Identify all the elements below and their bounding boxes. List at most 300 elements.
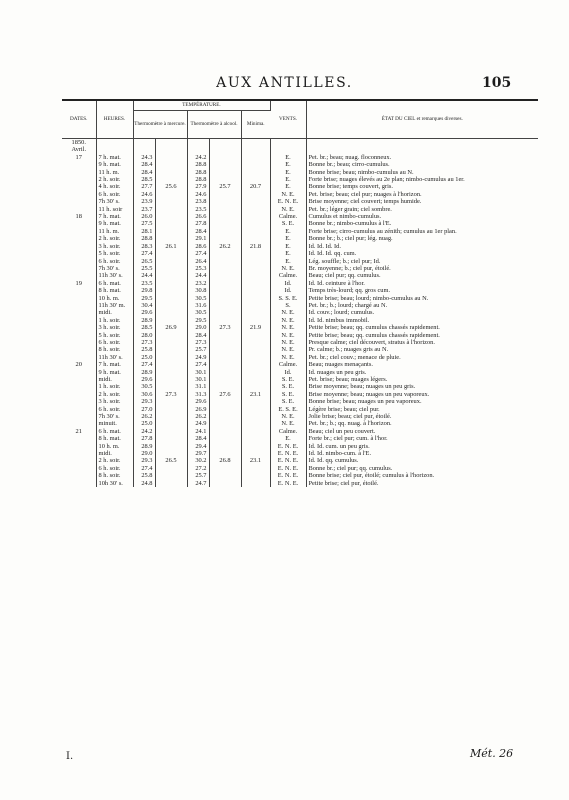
row-hour: 10 h. m. (96, 443, 133, 450)
row-alcool: 29.0 (187, 324, 209, 331)
row-alcool-average (209, 258, 241, 265)
row-mercure: 24.8 (133, 480, 155, 487)
row-alcool-average (209, 228, 241, 235)
row-etat (306, 139, 538, 147)
row-mercure: 27.8 (133, 435, 155, 442)
row-vent: N. E. (270, 413, 306, 420)
row-alcool: 24.9 (187, 420, 209, 427)
row-mercure-average (155, 361, 187, 368)
row-date (62, 309, 96, 316)
row-vent: Calme. (270, 213, 306, 220)
row-alcool: 24.2 (187, 154, 209, 161)
row-alcool-average (209, 213, 241, 220)
row-alcool-average (209, 146, 241, 153)
row-mercure-average: 26.5 (155, 457, 187, 464)
row-etat: Id. couv.; lourd; cumulus. (308, 309, 375, 317)
table-row (62, 465, 538, 472)
row-vent: Id. (270, 287, 306, 294)
row-alcool: 28.4 (187, 332, 209, 339)
row-mercure: 28.3 (133, 243, 155, 250)
row-hour: 6 h. soir. (96, 339, 133, 346)
row-mercure: 25.0 (133, 354, 155, 361)
row-mercure-average: 27.3 (155, 391, 187, 398)
table-row (62, 346, 538, 353)
row-etat: Forte br.; ciel pur; cum. à l'hor. (308, 435, 388, 443)
row-alcool-average (209, 339, 241, 346)
row-minima (241, 139, 270, 147)
row-mercure-average (155, 295, 187, 302)
table-row (62, 457, 538, 464)
row-minima (241, 287, 270, 294)
table-row (62, 420, 538, 427)
row-hour: 10 h. m. (96, 295, 133, 302)
table-row (62, 398, 538, 405)
table-row (62, 339, 538, 346)
row-date (62, 324, 96, 331)
row-minima (241, 154, 270, 161)
row-minima (241, 465, 270, 472)
row-mercure: 26.5 (133, 258, 155, 265)
row-hour (96, 139, 133, 147)
row-date: 18 (62, 213, 96, 220)
row-mercure: 29.3 (133, 398, 155, 405)
row-mercure-average (155, 480, 187, 487)
row-mercure-average (155, 220, 187, 227)
row-vent: N. E. (270, 324, 306, 331)
col-temperature: TEMPÉRATURE. (133, 100, 270, 111)
row-vent: E. N. E. (270, 443, 306, 450)
row-hour: 1 h. soir. (96, 317, 133, 324)
row-minima (241, 383, 270, 390)
row-vent (270, 139, 306, 147)
row-date: 20 (62, 361, 96, 368)
table-row (62, 213, 538, 220)
row-mercure: 26.0 (133, 213, 155, 220)
table-row (62, 235, 538, 242)
row-minima (241, 369, 270, 376)
row-date (62, 435, 96, 442)
row-vent: S. E. (270, 398, 306, 405)
row-hour: 8 h. mat. (96, 287, 133, 294)
row-vent: E. (270, 228, 306, 235)
row-etat: Légère brise; beau; ciel pur. (308, 405, 380, 413)
row-mercure: 29.3 (133, 457, 155, 464)
meteo-table (62, 99, 538, 487)
row-etat: Cumulus et nimbo-cumulus. (308, 213, 382, 221)
row-date (62, 420, 96, 427)
row-etat: Bonne brise; temps couvert, gris. (308, 183, 393, 191)
table-row (62, 287, 538, 294)
row-hour: 9 h. mat. (96, 161, 133, 168)
row-minima (241, 346, 270, 353)
row-alcool: 28.8 (187, 169, 209, 176)
table-row (62, 146, 538, 153)
row-date (62, 413, 96, 420)
row-minima (241, 406, 270, 413)
row-mercure: 29.5 (133, 295, 155, 302)
row-etat: Pet. br.; b.; lourd; chargé au N. (308, 301, 388, 309)
row-alcool: 24.7 (187, 480, 209, 487)
row-mercure-average (155, 428, 187, 435)
row-alcool-average (209, 443, 241, 450)
row-mercure-average (155, 383, 187, 390)
row-alcool: 24.4 (187, 272, 209, 279)
row-alcool: 24.9 (187, 354, 209, 361)
row-alcool: 27.9 (187, 183, 209, 190)
row-minima (241, 295, 270, 302)
table-row (62, 317, 538, 324)
row-alcool: 31.1 (187, 383, 209, 390)
row-date (62, 191, 96, 198)
row-mercure-average (155, 198, 187, 205)
row-alcool-average (209, 413, 241, 420)
row-mercure-average (155, 413, 187, 420)
row-etat: Id. Id. nimbo-cum. à l'E. (308, 450, 372, 458)
row-mercure-average (155, 258, 187, 265)
table-row (62, 191, 538, 198)
row-etat: Bonne brise; ciel pur, étoilé; cumulus à l'horizon. (308, 472, 435, 480)
row-alcool: 28.4 (187, 435, 209, 442)
row-mercure-average (155, 280, 187, 287)
row-date: 17 (62, 154, 96, 161)
row-etat: Beau; ciel pur; qq. cumulus. (308, 272, 381, 280)
row-mercure: 29.8 (133, 287, 155, 294)
row-alcool: 30.8 (187, 287, 209, 294)
row-hour: 6 h. soir. (96, 191, 133, 198)
table-row (62, 295, 538, 302)
row-vent: N. E. (270, 354, 306, 361)
table-row (62, 428, 538, 435)
row-etat (306, 146, 538, 153)
row-date: 19 (62, 280, 96, 287)
row-mercure-average (155, 161, 187, 168)
row-alcool-average (209, 206, 241, 213)
row-mercure: 26.2 (133, 413, 155, 420)
row-vent: N. E. (270, 265, 306, 272)
row-hour: 11h 30' m. (96, 302, 133, 309)
row-minima (241, 169, 270, 176)
row-vent: Id. (270, 369, 306, 376)
row-etat: Bonne brise; beau; nuages un peu vaporeux. (308, 398, 422, 406)
row-alcool: 30.5 (187, 295, 209, 302)
row-minima (241, 413, 270, 420)
row-vent: N. E. (270, 191, 306, 198)
row-alcool-average (209, 176, 241, 183)
row-minima (241, 339, 270, 346)
row-minima (241, 443, 270, 450)
row-alcool: 31.6 (187, 302, 209, 309)
row-hour: 7h 30' s. (96, 198, 133, 205)
row-date (62, 302, 96, 309)
row-mercure-average (155, 206, 187, 213)
sheet-reference: Mét. 26 (470, 747, 514, 760)
row-vent: E. N. E. (270, 472, 306, 479)
row-hour: 11 h. m. (96, 228, 133, 235)
table-row (62, 435, 538, 442)
row-mercure-average (155, 213, 187, 220)
row-hour (96, 146, 133, 153)
row-etat: Id. Id. cum. un peu gris. (308, 442, 370, 450)
row-alcool-average (209, 161, 241, 168)
row-hour: 6 h. soir. (96, 258, 133, 265)
col-thermo-alcool: Thermomètre à alcool. (187, 111, 241, 139)
row-mercure: 27.0 (133, 406, 155, 413)
row-mercure-average: 26.1 (155, 243, 187, 250)
row-date (62, 295, 96, 302)
row-etat: Temps très-lourd; qq. gros cum. (308, 287, 391, 295)
row-mercure: 28.5 (133, 176, 155, 183)
row-etat: Pet. brise; beau; nuages légers. (308, 376, 388, 383)
row-minima: 21.8 (241, 243, 270, 250)
row-alcool: 28.8 (187, 161, 209, 168)
row-mercure-average (155, 176, 187, 183)
table-row (62, 206, 538, 213)
row-mercure: 29.6 (133, 376, 155, 383)
row-etat: Bonne br.; nimbo-cumulus à l'E. (308, 220, 392, 228)
row-mercure: 28.0 (133, 332, 155, 339)
row-date (62, 332, 96, 339)
row-alcool: 27.8 (187, 220, 209, 227)
row-mercure: 30.6 (133, 391, 155, 398)
table-row (62, 169, 538, 176)
row-alcool-average (209, 309, 241, 316)
row-date (62, 243, 96, 250)
row-mercure: 30.5 (133, 383, 155, 390)
table-row (62, 302, 538, 309)
row-vent: Id. (270, 280, 306, 287)
row-date (62, 398, 96, 405)
row-alcool (187, 146, 209, 153)
page-title: AUX ANTILLES. (216, 75, 353, 91)
row-etat: Pr. calme; b.; nuages gris au N. (308, 346, 389, 354)
row-mercure-average (155, 154, 187, 161)
row-alcool: 28.6 (187, 243, 209, 250)
table-row (62, 258, 538, 265)
row-mercure-average (155, 406, 187, 413)
row-hour: 1 h. soir. (96, 383, 133, 390)
row-vent: E. N. E. (270, 198, 306, 205)
row-vent: Calme. (270, 272, 306, 279)
row-minima (241, 272, 270, 279)
row-vent: N. E. (270, 309, 306, 316)
row-alcool: 31.3 (187, 391, 209, 398)
row-minima (241, 420, 270, 427)
table-row (62, 220, 538, 227)
row-alcool-average (209, 383, 241, 390)
row-minima (241, 161, 270, 168)
row-etat: Forte brise; nuages élevés au 2e plan; nimbo-cumulus au 1er. (308, 176, 465, 184)
row-vent: E. N. E. (270, 457, 306, 464)
row-date (62, 465, 96, 472)
table-row (62, 376, 538, 383)
row-hour: 11 h. soir (96, 206, 133, 213)
row-mercure-average (155, 435, 187, 442)
row-hour: minuit. (96, 420, 133, 427)
row-hour: 7h 30' s. (96, 413, 133, 420)
row-mercure-average (155, 169, 187, 176)
row-date (62, 346, 96, 353)
row-minima (241, 450, 270, 457)
row-alcool-average (209, 332, 241, 339)
row-date (62, 376, 96, 383)
table-row (62, 361, 538, 368)
row-alcool: 23.2 (187, 280, 209, 287)
row-date (62, 406, 96, 413)
row-date (62, 383, 96, 390)
row-hour: 9 h. mat. (96, 369, 133, 376)
row-etat: Pet. br.; b.; qq. nuag. à l'horizon. (308, 420, 392, 428)
row-mercure-average (155, 339, 187, 346)
table-row (62, 161, 538, 168)
row-date (62, 457, 96, 464)
row-minima (241, 258, 270, 265)
row-hour: 2 h. soir. (96, 176, 133, 183)
row-etat: Brise moyenne; beau; nuages un peu vaporeux. (308, 390, 430, 398)
row-minima (241, 302, 270, 309)
table-row (62, 154, 538, 161)
row-alcool: 29.1 (187, 235, 209, 242)
row-mercure-average (155, 465, 187, 472)
row-date (62, 161, 96, 168)
row-hour: 8 h. mat. (96, 435, 133, 442)
row-mercure: 27.4 (133, 250, 155, 257)
row-hour: 7 h. mat. (96, 154, 133, 161)
table-row (62, 228, 538, 235)
row-vent: E. N. E. (270, 465, 306, 472)
row-mercure: 25.8 (133, 472, 155, 479)
row-vent: E. (270, 161, 306, 168)
row-hour: 3 h. soir. (96, 398, 133, 405)
table-row (62, 332, 538, 339)
row-etat: Id. nuages un peu gris. (308, 368, 367, 376)
row-minima: 21.9 (241, 324, 270, 331)
row-minima (241, 428, 270, 435)
row-alcool-average (209, 317, 241, 324)
row-date (62, 480, 96, 487)
table-row (62, 354, 538, 361)
row-alcool: 27.3 (187, 339, 209, 346)
row-etat: Bonne br.; beau; cirro-cumulus. (308, 161, 390, 169)
row-mercure: 30.4 (133, 302, 155, 309)
row-alcool: 29.4 (187, 443, 209, 450)
row-alcool-average (209, 361, 241, 368)
row-date (62, 265, 96, 272)
row-vent: E. (270, 258, 306, 265)
row-minima (241, 472, 270, 479)
row-alcool-average (209, 465, 241, 472)
row-hour: 2 h. soir. (96, 391, 133, 398)
row-date: Avril. (62, 146, 96, 153)
row-date (62, 228, 96, 235)
row-alcool: 26.4 (187, 258, 209, 265)
row-alcool: 30.1 (187, 369, 209, 376)
row-mercure: 28.4 (133, 169, 155, 176)
row-hour: 7 h. mat. (96, 213, 133, 220)
col-etat: ÉTAT DU CIEL et remarques diverses. (306, 100, 538, 139)
row-mercure: 24.3 (133, 154, 155, 161)
row-mercure: 23.7 (133, 206, 155, 213)
col-thermo-mercure: Thermomètre à mercure. (133, 111, 187, 139)
row-etat: Pet. br.; beau; nuag. floconneux. (308, 153, 392, 161)
row-alcool: 30.2 (187, 457, 209, 464)
table-body (62, 139, 538, 488)
row-alcool-average: 26.8 (209, 457, 241, 464)
table-row (62, 176, 538, 183)
row-hour: 11 h. m. (96, 169, 133, 176)
row-vent: E. (270, 235, 306, 242)
row-alcool-average (209, 302, 241, 309)
row-alcool: 25.7 (187, 346, 209, 353)
row-vent: N. E. (270, 332, 306, 339)
row-vent: E. S. E. (270, 406, 306, 413)
row-alcool-average (209, 354, 241, 361)
row-mercure: 28.5 (133, 324, 155, 331)
row-hour: 3 h. soir. (96, 324, 133, 331)
row-date (62, 369, 96, 376)
row-mercure-average: 26.9 (155, 324, 187, 331)
row-etat: Petite brise; ciel pur, étoilé. (308, 479, 379, 487)
row-alcool-average (209, 346, 241, 353)
row-date (62, 183, 96, 190)
table-row (62, 383, 538, 390)
row-mercure-average (155, 309, 187, 316)
row-vent: S. E. (270, 220, 306, 227)
row-etat: Petite brise; beau; lourd; nimbo-cumulus au N. (308, 294, 429, 302)
row-alcool: 25.3 (187, 265, 209, 272)
row-vent: E. N. E. (270, 450, 306, 457)
row-alcool: 26.9 (187, 406, 209, 413)
row-alcool-average (209, 139, 241, 147)
row-alcool-average (209, 265, 241, 272)
row-etat: Lég. souffle; b.; ciel pur; Id. (308, 257, 381, 265)
row-mercure-average (155, 420, 187, 427)
row-alcool (187, 139, 209, 147)
row-mercure-average (155, 265, 187, 272)
row-mercure-average (155, 317, 187, 324)
row-minima (241, 435, 270, 442)
table-row (62, 406, 538, 413)
row-etat: Forte brise; cirro-cumulus au zénith; cumulus au 1er plan. (308, 227, 457, 235)
row-minima: 23.1 (241, 457, 270, 464)
row-mercure-average (155, 443, 187, 450)
row-mercure: 28.8 (133, 235, 155, 242)
row-minima: 23.1 (241, 391, 270, 398)
row-mercure: 24.4 (133, 272, 155, 279)
row-etat: Beau; nuages menaçants. (308, 361, 373, 369)
row-etat: Id. Id. Id. qq. cum. (308, 250, 357, 258)
col-minima: Minima. (241, 111, 270, 139)
row-mercure-average (155, 228, 187, 235)
row-date (62, 450, 96, 457)
row-alcool-average (209, 376, 241, 383)
table-row (62, 272, 538, 279)
row-minima (241, 220, 270, 227)
row-alcool-average (209, 472, 241, 479)
table-row (62, 243, 538, 250)
row-alcool: 27.2 (187, 465, 209, 472)
row-minima (241, 480, 270, 487)
row-etat: Petite brise; beau; qq. cumulus chassés rapidement. (308, 331, 440, 339)
row-alcool-average (209, 191, 241, 198)
row-minima (241, 280, 270, 287)
row-vent: E. (270, 176, 306, 183)
row-alcool: 23.8 (187, 198, 209, 205)
row-mercure-average (155, 235, 187, 242)
row-alcool-average (209, 198, 241, 205)
row-minima (241, 354, 270, 361)
row-alcool-average (209, 420, 241, 427)
table-row (62, 139, 538, 147)
